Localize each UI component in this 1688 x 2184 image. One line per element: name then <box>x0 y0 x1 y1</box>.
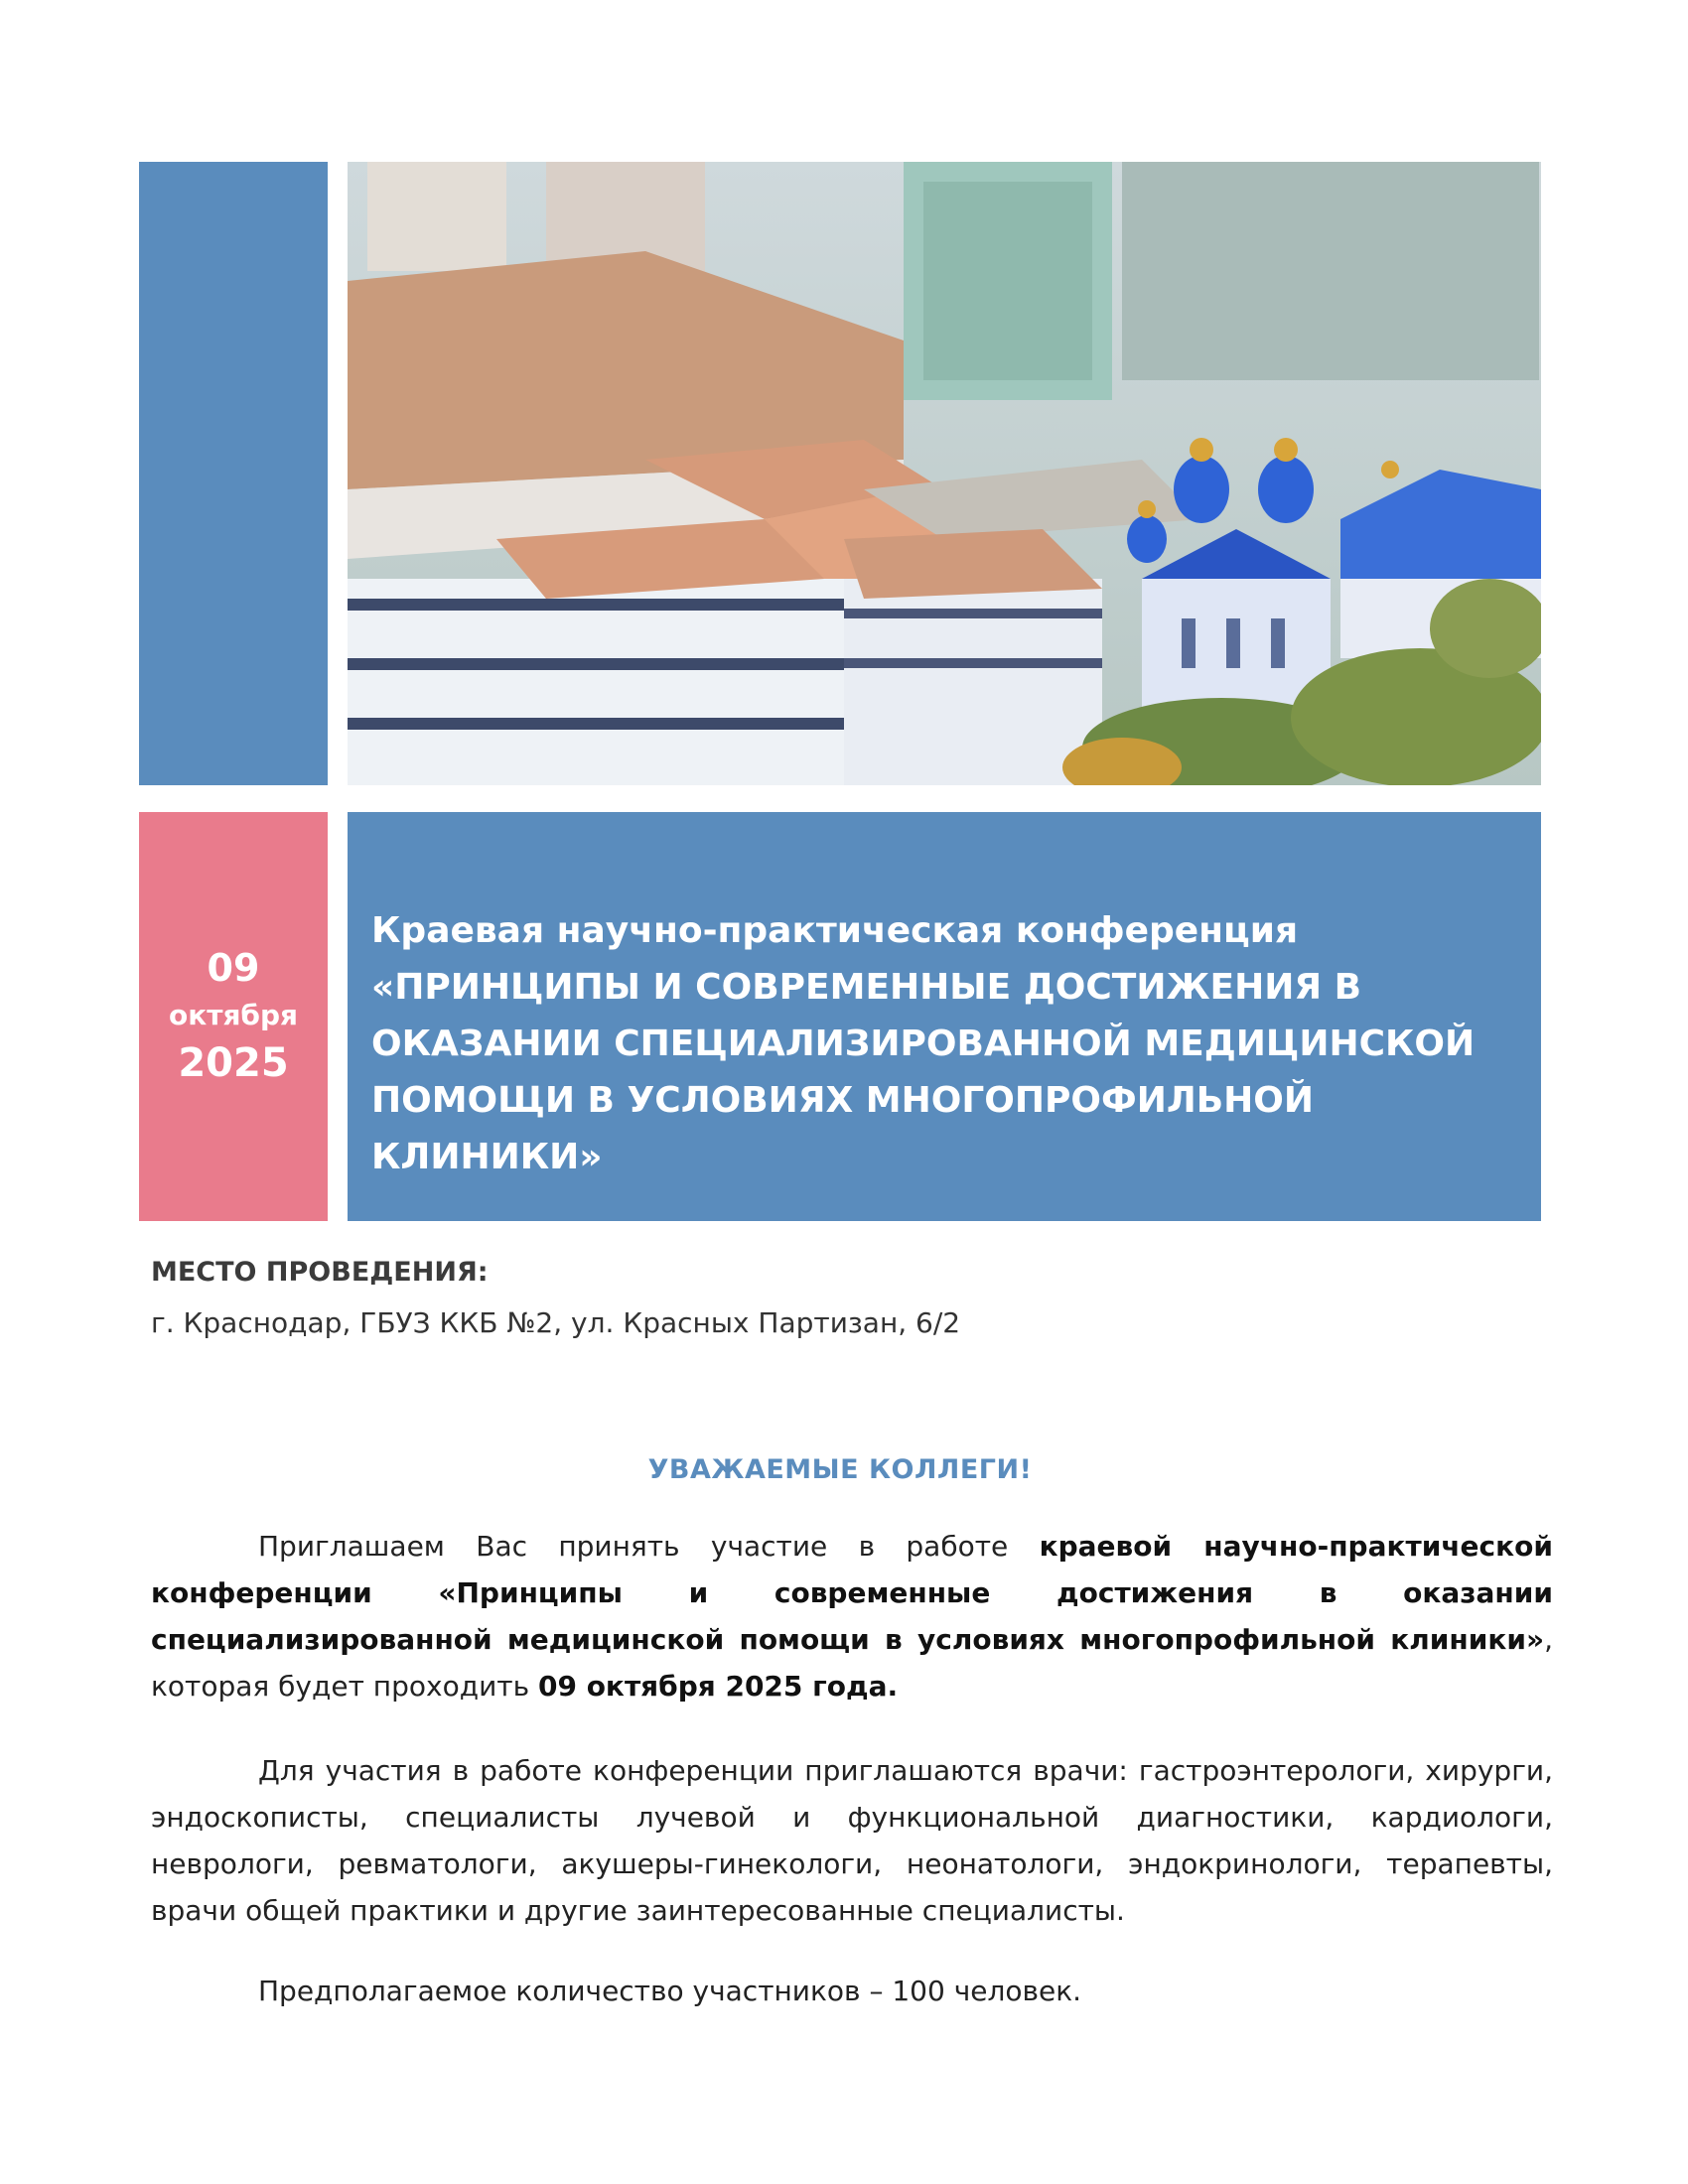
invitation-paragraph <box>151 1523 1553 1709</box>
date-month: октября <box>168 999 299 1032</box>
hospital-illustration <box>348 162 1541 785</box>
greeting-heading: УВАЖАЕМЫЕ КОЛЛЕГИ! <box>647 1454 1033 1485</box>
participants-paragraph: Для участия в работе конференции приглашаются врачи: гастроэнтерологи, хирурги, эндоскописты, специалисты лучевой и функциональной диагностики, кардиологи, неврологи, ревматологи, акушеры-гинекологи, неонатологи, эндокринологи, терапевты, врачи общей практики и другие заинтересованные специалисты. <box>151 1754 1553 1927</box>
decorative-blue-bar <box>139 162 328 785</box>
event-date-box <box>139 812 328 1221</box>
date-year: 2025 <box>178 1040 289 1087</box>
invitation-date: 09 октября 2025 года. <box>537 1670 899 1703</box>
venue-label: МЕСТО ПРОВЕДЕНИЯ: <box>151 1257 489 1288</box>
invitation-middle: , которая будет проходить <box>151 1623 1553 1703</box>
invitation-intro: Приглашаем Вас принять участие в работе <box>258 1530 1040 1563</box>
venue-address: г. Краснодар, ГБУЗ ККБ №2, ул. Красных Партизан, 6/2 <box>151 1306 961 1339</box>
conference-name: краевой научно-практической конференции «Принципы и современные достижения в оказании специализированной медицинской помощи в условиях многопрофильной клиники» <box>151 1530 1554 1656</box>
conference-type: Краевая научно-практическая конференция <box>371 910 1299 951</box>
conference-title-box <box>348 812 1541 1221</box>
participants-count: Предполагаемое количество участников – 100 человек. <box>258 1975 1082 2007</box>
venue-section <box>151 1253 960 1344</box>
conference-title: «ПРИНЦИПЫ И СОВРЕМЕННЫЕ ДОСТИЖЕНИЯ В ОКАЗАНИИ СПЕЦИАЛИЗИРОВАННОЙ МЕДИЦИНСКОЙ ПОМОЩИ В УСЛОВИЯХ МНОГОПРОФИЛЬНОЙ КЛИНИКИ» <box>371 967 1476 1177</box>
date-day: 09 <box>207 945 260 990</box>
